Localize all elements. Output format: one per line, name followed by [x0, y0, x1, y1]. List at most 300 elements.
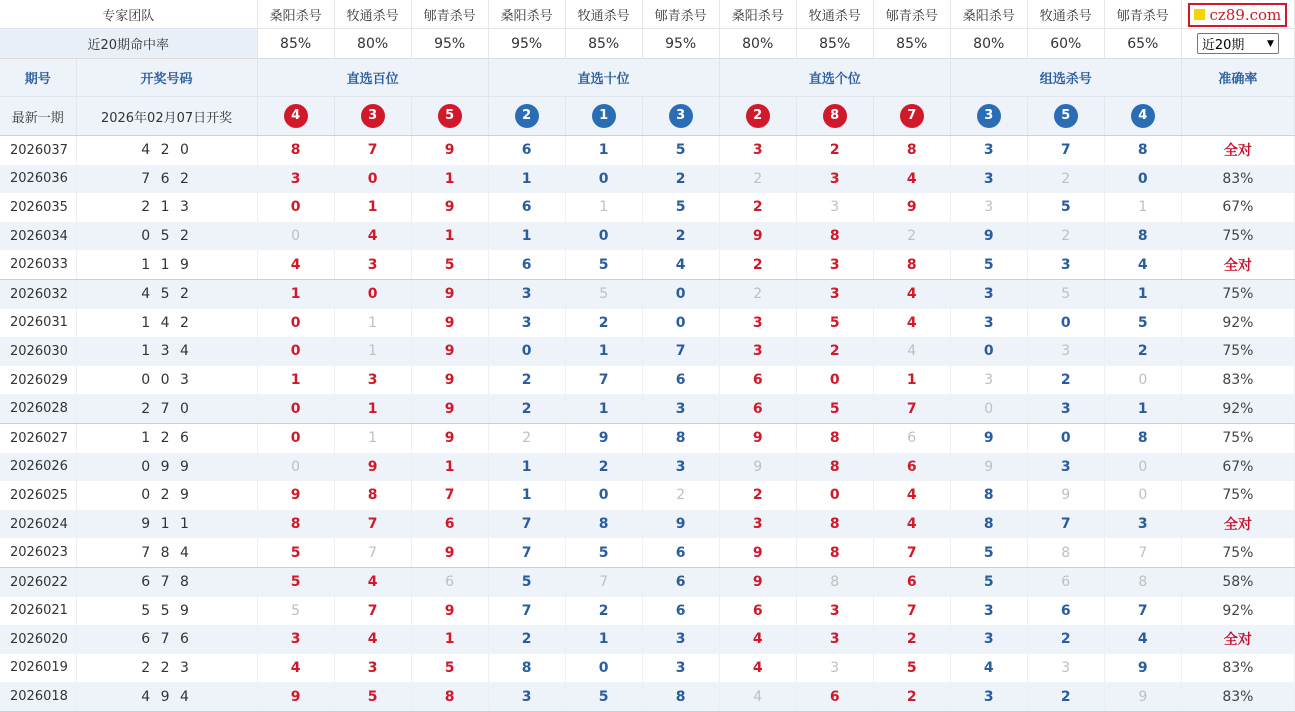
kill-number-cell: 3 — [950, 165, 1027, 194]
hit-rate: 80% — [950, 29, 1027, 59]
table-row — [0, 453, 1295, 482]
kill-number-cell: 5 — [565, 279, 642, 308]
kill-number-cell: 0 — [642, 279, 719, 308]
kill-number-cell: 3 — [950, 279, 1027, 308]
kill-number-cell: 7 — [565, 366, 642, 395]
draw-number: 0 9 9 — [76, 453, 257, 482]
kill-number-cell: 7 — [642, 337, 719, 366]
kill-number-cell: 4 — [719, 682, 796, 711]
kill-number-cell: 7 — [334, 538, 411, 567]
hit-rate: 95% — [411, 29, 488, 59]
hit-rate-label: 近20期命中率 — [0, 29, 257, 59]
kill-number-cell: 0 — [1104, 366, 1181, 395]
kill-number-cell: 9 — [334, 453, 411, 482]
kill-number-cell: 9 — [411, 136, 488, 165]
chevron-down-icon: ▼ — [1266, 38, 1274, 49]
latest-ball: 2 — [515, 104, 539, 128]
kill-number-cell: 0 — [950, 337, 1027, 366]
accuracy-cell: 75% — [1181, 481, 1294, 510]
kill-number-cell: 2 — [873, 682, 950, 711]
kill-number-cell: 1 — [1104, 394, 1181, 423]
latest-ball-cell — [796, 97, 873, 136]
draw-number: 0 5 2 — [76, 222, 257, 251]
kill-number-cell: 0 — [257, 337, 334, 366]
issue-number: 2026030 — [0, 337, 76, 366]
kill-number-cell: 3 — [950, 366, 1027, 395]
table-row — [0, 279, 1295, 308]
accuracy-cell: 92% — [1181, 394, 1294, 423]
issue-header: 期号 — [0, 59, 76, 97]
kill-number-cell: 6 — [1027, 597, 1104, 626]
expert-name: 牧通杀号 — [565, 0, 642, 29]
latest-accuracy-empty — [1181, 97, 1294, 136]
kill-number-cell: 2 — [1027, 682, 1104, 711]
kill-number-cell: 0 — [565, 222, 642, 251]
kill-number-cell: 6 — [488, 250, 565, 279]
accuracy-cell: 全对 — [1181, 625, 1294, 654]
kill-number-cell: 8 — [1104, 423, 1181, 452]
kill-number-cell: 0 — [565, 165, 642, 194]
kill-number-cell: 0 — [257, 423, 334, 452]
group-header-group-kill: 组选杀号 — [950, 59, 1181, 97]
table-row — [0, 309, 1295, 338]
latest-ball: 1 — [592, 104, 616, 128]
kill-number-cell: 0 — [950, 394, 1027, 423]
group-header-units: 直选个位 — [719, 59, 950, 97]
kill-number-cell: 7 — [488, 597, 565, 626]
kill-number-cell: 2 — [1027, 222, 1104, 251]
kill-number-cell: 3 — [488, 682, 565, 711]
table-row — [0, 394, 1295, 423]
kill-number-cell: 6 — [411, 510, 488, 539]
kill-number-cell: 8 — [1027, 538, 1104, 567]
issue-number: 2026023 — [0, 538, 76, 567]
kill-number-cell: 7 — [488, 538, 565, 567]
draw-number: 1 2 6 — [76, 423, 257, 452]
hit-rate: 65% — [1104, 29, 1181, 59]
table-row — [0, 136, 1295, 165]
kill-number-cell: 1 — [1104, 279, 1181, 308]
kill-number-cell: 8 — [796, 510, 873, 539]
kill-number-cell: 5 — [950, 250, 1027, 279]
latest-ball-cell — [1104, 97, 1181, 136]
kill-number-cell: 3 — [796, 625, 873, 654]
kill-number-cell: 7 — [1027, 510, 1104, 539]
kill-number-cell: 6 — [642, 567, 719, 596]
kill-number-cell: 2 — [1027, 366, 1104, 395]
hit-rate: 95% — [642, 29, 719, 59]
kill-number-cell: 6 — [1027, 567, 1104, 596]
kill-number-cell: 3 — [257, 625, 334, 654]
kill-number-cell: 4 — [873, 510, 950, 539]
expert-name: 牧通杀号 — [796, 0, 873, 29]
kill-number-cell: 4 — [642, 250, 719, 279]
table-row — [0, 538, 1295, 567]
kill-number-cell: 9 — [719, 423, 796, 452]
kill-number-cell: 0 — [565, 654, 642, 683]
group-header-tens: 直选十位 — [488, 59, 719, 97]
issue-number: 2026018 — [0, 682, 76, 711]
kill-number-cell: 2 — [488, 423, 565, 452]
kill-number-cell: 6 — [411, 567, 488, 596]
kill-number-cell: 2 — [719, 481, 796, 510]
kill-number-cell: 3 — [1027, 394, 1104, 423]
latest-ball-cell — [1027, 97, 1104, 136]
kill-number-cell: 7 — [873, 597, 950, 626]
kill-number-cell: 6 — [642, 538, 719, 567]
hit-rate: 85% — [565, 29, 642, 59]
table-row — [0, 423, 1295, 452]
hit-rate: 95% — [488, 29, 565, 59]
kill-number-cell: 5 — [411, 654, 488, 683]
issue-number: 2026021 — [0, 597, 76, 626]
kill-number-cell: 6 — [796, 682, 873, 711]
site-logo[interactable] — [1188, 3, 1287, 27]
kill-number-cell: 3 — [950, 597, 1027, 626]
kill-number-cell: 3 — [642, 654, 719, 683]
kill-number-cell: 9 — [1104, 654, 1181, 683]
kill-number-cell: 5 — [257, 538, 334, 567]
kill-number-cell: 2 — [719, 279, 796, 308]
kill-number-cell: 8 — [488, 654, 565, 683]
kill-number-cell: 3 — [642, 453, 719, 482]
expert-name: 郇青杀号 — [642, 0, 719, 29]
draw-number: 1 3 4 — [76, 337, 257, 366]
hit-rate-row — [0, 29, 1295, 59]
latest-ball: 3 — [669, 104, 693, 128]
issue-number: 2026019 — [0, 654, 76, 683]
kill-number-cell: 2 — [796, 337, 873, 366]
kill-number-cell: 3 — [334, 250, 411, 279]
kill-number-cell: 7 — [334, 597, 411, 626]
kill-number-cell: 0 — [1027, 309, 1104, 338]
kill-number-cell: 3 — [950, 309, 1027, 338]
issue-number: 2026034 — [0, 222, 76, 251]
kill-number-cell: 3 — [488, 309, 565, 338]
accuracy-cell: 75% — [1181, 222, 1294, 251]
kill-number-cell: 5 — [411, 250, 488, 279]
accuracy-cell: 92% — [1181, 309, 1294, 338]
latest-ball-cell — [488, 97, 565, 136]
kill-number-cell: 3 — [719, 337, 796, 366]
kill-number-cell: 7 — [1027, 136, 1104, 165]
kill-number-cell: 9 — [719, 567, 796, 596]
kill-number-cell: 0 — [257, 394, 334, 423]
kill-number-cell: 1 — [411, 453, 488, 482]
hit-rate: 85% — [257, 29, 334, 59]
kill-number-cell: 8 — [796, 538, 873, 567]
kill-number-cell: 7 — [1104, 538, 1181, 567]
latest-ball: 4 — [284, 104, 308, 128]
accuracy-cell: 83% — [1181, 654, 1294, 683]
draw-number: 6 7 8 — [76, 567, 257, 596]
kill-number-cell: 5 — [565, 538, 642, 567]
kill-number-cell: 1 — [565, 136, 642, 165]
kill-number-cell: 8 — [873, 136, 950, 165]
kill-number-cell: 4 — [334, 222, 411, 251]
draw-number: 7 6 2 — [76, 165, 257, 194]
kill-number-cell: 5 — [1027, 279, 1104, 308]
kill-number-cell: 0 — [257, 309, 334, 338]
kill-number-cell: 5 — [334, 682, 411, 711]
kill-number-cell: 9 — [411, 423, 488, 452]
draw-number: 4 9 4 — [76, 682, 257, 711]
kill-number-cell: 8 — [796, 453, 873, 482]
kill-number-cell: 9 — [257, 481, 334, 510]
draw-number: 4 2 0 — [76, 136, 257, 165]
kill-number-cell: 3 — [334, 366, 411, 395]
kill-number-cell: 4 — [873, 481, 950, 510]
kill-number-cell: 6 — [719, 394, 796, 423]
kill-number-cell: 6 — [642, 597, 719, 626]
kill-number-cell: 0 — [257, 453, 334, 482]
kill-number-cell: 5 — [1027, 193, 1104, 222]
expert-name: 桑阳杀号 — [719, 0, 796, 29]
kill-number-cell: 1 — [257, 279, 334, 308]
draw-number: 1 1 9 — [76, 250, 257, 279]
hit-rate: 80% — [334, 29, 411, 59]
kill-number-cell: 3 — [642, 394, 719, 423]
kill-number-cell: 2 — [1104, 337, 1181, 366]
kill-number-cell: 7 — [1104, 597, 1181, 626]
issue-number: 2026025 — [0, 481, 76, 510]
expert-name: 桑阳杀号 — [488, 0, 565, 29]
kill-number-cell: 7 — [873, 394, 950, 423]
latest-ball: 3 — [977, 104, 1001, 128]
kill-number-cell: 2 — [873, 222, 950, 251]
table-row — [0, 193, 1295, 222]
period-select[interactable] — [1197, 33, 1279, 54]
kill-number-cell: 6 — [873, 567, 950, 596]
accuracy-cell: 全对 — [1181, 510, 1294, 539]
kill-number-cell: 9 — [411, 337, 488, 366]
kill-number-cell: 0 — [1104, 165, 1181, 194]
kill-number-cell: 2 — [565, 309, 642, 338]
kill-number-cell: 0 — [1104, 453, 1181, 482]
kill-number-cell: 9 — [719, 453, 796, 482]
kill-number-cell: 1 — [257, 366, 334, 395]
kill-number-cell: 9 — [719, 538, 796, 567]
latest-ball-cell — [719, 97, 796, 136]
kill-number-cell: 2 — [719, 165, 796, 194]
kill-number-cell: 3 — [719, 136, 796, 165]
draw-number: 9 1 1 — [76, 510, 257, 539]
latest-ball: 8 — [823, 104, 847, 128]
kill-number-cell: 1 — [488, 222, 565, 251]
accuracy-header: 准确率 — [1181, 59, 1294, 97]
table-row — [0, 510, 1295, 539]
kill-number-cell: 1 — [411, 165, 488, 194]
accuracy-cell: 75% — [1181, 423, 1294, 452]
latest-date: 2026年02月07日开奖 — [76, 97, 257, 136]
kill-number-cell: 3 — [1027, 453, 1104, 482]
kill-number-cell: 3 — [950, 682, 1027, 711]
kill-number-cell: 5 — [950, 538, 1027, 567]
kill-number-cell: 9 — [411, 193, 488, 222]
issue-number: 2026024 — [0, 510, 76, 539]
kill-number-cell: 1 — [334, 337, 411, 366]
expert-name: 牧通杀号 — [1027, 0, 1104, 29]
kill-number-cell: 9 — [565, 423, 642, 452]
kill-number-cell: 1 — [565, 337, 642, 366]
kill-number-cell: 2 — [488, 625, 565, 654]
accuracy-cell: 全对 — [1181, 136, 1294, 165]
issue-number: 2026026 — [0, 453, 76, 482]
kill-number-cell: 8 — [257, 136, 334, 165]
kill-number-cell: 2 — [873, 625, 950, 654]
issue-number: 2026037 — [0, 136, 76, 165]
issue-number: 2026032 — [0, 279, 76, 308]
kill-number-cell: 9 — [257, 682, 334, 711]
table-row — [0, 250, 1295, 279]
kill-number-cell: 2 — [1027, 625, 1104, 654]
kill-number-cell: 9 — [950, 423, 1027, 452]
latest-ball: 5 — [1054, 104, 1078, 128]
kill-number-cell: 5 — [796, 394, 873, 423]
team-label: 专家团队 — [0, 0, 257, 29]
expert-name: 桑阳杀号 — [950, 0, 1027, 29]
kill-number-cell: 9 — [950, 222, 1027, 251]
expert-name: 桑阳杀号 — [257, 0, 334, 29]
kill-number-cell: 2 — [719, 250, 796, 279]
kill-number-cell: 3 — [796, 654, 873, 683]
group-header-hundreds: 直选百位 — [257, 59, 488, 97]
kill-number-cell: 0 — [796, 481, 873, 510]
kill-number-cell: 1 — [565, 193, 642, 222]
kill-number-cell: 0 — [565, 481, 642, 510]
kill-number-cell: 1 — [334, 193, 411, 222]
latest-ball-cell — [334, 97, 411, 136]
kill-number-cell: 3 — [950, 193, 1027, 222]
kill-number-cell: 5 — [257, 597, 334, 626]
kill-number-cell: 9 — [411, 597, 488, 626]
period-select-value: 近20期 — [1201, 38, 1245, 53]
kill-number-cell: 5 — [1104, 309, 1181, 338]
kill-number-cell: 3 — [950, 625, 1027, 654]
kill-number-cell: 7 — [334, 510, 411, 539]
expert-name: 牧通杀号 — [334, 0, 411, 29]
table-row — [0, 682, 1295, 711]
kill-number-cell: 0 — [257, 222, 334, 251]
kill-number-cell: 3 — [796, 597, 873, 626]
kill-number-cell: 4 — [873, 279, 950, 308]
kill-number-cell: 4 — [334, 567, 411, 596]
kill-number-cell: 3 — [1027, 654, 1104, 683]
kill-number-cell: 6 — [719, 366, 796, 395]
kill-number-cell: 2 — [642, 481, 719, 510]
kill-number-cell: 5 — [642, 193, 719, 222]
accuracy-cell: 75% — [1181, 279, 1294, 308]
latest-ball-cell — [873, 97, 950, 136]
kill-number-cell: 7 — [565, 567, 642, 596]
kill-number-cell: 8 — [950, 510, 1027, 539]
kill-number-cell: 5 — [873, 654, 950, 683]
logo-cell — [1181, 0, 1294, 29]
kill-number-cell: 8 — [1104, 222, 1181, 251]
kill-number-cell: 4 — [719, 654, 796, 683]
table-row — [0, 481, 1295, 510]
issue-number: 2026029 — [0, 366, 76, 395]
kill-number-cell: 8 — [796, 567, 873, 596]
kill-number-cell: 8 — [642, 423, 719, 452]
table-row — [0, 597, 1295, 626]
kill-number-cell: 0 — [488, 337, 565, 366]
kill-number-cell: 6 — [719, 597, 796, 626]
kill-number-cell: 9 — [411, 366, 488, 395]
accuracy-cell: 全对 — [1181, 250, 1294, 279]
kill-number-cell: 3 — [1027, 250, 1104, 279]
kill-number-cell: 8 — [1104, 567, 1181, 596]
hit-rate: 80% — [719, 29, 796, 59]
kill-number-cell: 8 — [950, 481, 1027, 510]
issue-number: 2026031 — [0, 309, 76, 338]
kill-number-cell: 1 — [488, 481, 565, 510]
latest-ball: 3 — [361, 104, 385, 128]
hit-rate: 85% — [873, 29, 950, 59]
kill-number-cell: 3 — [796, 193, 873, 222]
draw-number: 4 5 2 — [76, 279, 257, 308]
kill-number-cell: 7 — [873, 538, 950, 567]
draw-header: 开奖号码 — [76, 59, 257, 97]
logo-square-icon — [1194, 9, 1205, 20]
latest-ball-cell — [565, 97, 642, 136]
kill-number-cell: 3 — [1104, 510, 1181, 539]
issue-number: 2026033 — [0, 250, 76, 279]
kill-number-cell: 0 — [1027, 423, 1104, 452]
kill-number-cell: 2 — [796, 136, 873, 165]
latest-ball: 4 — [1131, 104, 1155, 128]
kill-number-cell: 6 — [642, 366, 719, 395]
draw-number: 7 8 4 — [76, 538, 257, 567]
accuracy-cell: 58% — [1181, 567, 1294, 596]
kill-number-cell: 4 — [950, 654, 1027, 683]
kill-number-cell: 3 — [488, 279, 565, 308]
column-header-row — [0, 59, 1295, 97]
kill-number-cell: 1 — [334, 394, 411, 423]
table-row — [0, 222, 1295, 251]
kill-number-cell: 2 — [1027, 165, 1104, 194]
accuracy-cell: 75% — [1181, 538, 1294, 567]
draw-number: 0 2 9 — [76, 481, 257, 510]
accuracy-cell: 67% — [1181, 453, 1294, 482]
kill-number-cell: 1 — [334, 309, 411, 338]
draw-number: 2 7 0 — [76, 394, 257, 423]
latest-ball: 5 — [438, 104, 462, 128]
kill-number-cell: 9 — [719, 222, 796, 251]
kill-number-cell: 3 — [796, 165, 873, 194]
latest-ball-cell — [950, 97, 1027, 136]
kill-number-cell: 3 — [796, 279, 873, 308]
kill-number-cell: 1 — [334, 423, 411, 452]
kill-number-cell: 1 — [1104, 193, 1181, 222]
kill-number-cell: 4 — [873, 309, 950, 338]
kill-number-cell: 0 — [796, 366, 873, 395]
kill-number-cell: 8 — [565, 510, 642, 539]
kill-number-cell: 3 — [642, 625, 719, 654]
kill-number-cell: 2 — [565, 597, 642, 626]
kill-number-cell: 2 — [642, 222, 719, 251]
kill-number-cell: 9 — [411, 538, 488, 567]
kill-number-cell: 3 — [719, 510, 796, 539]
accuracy-cell: 83% — [1181, 366, 1294, 395]
kill-number-cell: 8 — [1104, 136, 1181, 165]
kill-number-cell: 3 — [1027, 337, 1104, 366]
kill-number-cell: 4 — [334, 625, 411, 654]
issue-number: 2026036 — [0, 165, 76, 194]
kill-number-cell: 9 — [950, 453, 1027, 482]
kill-number-cell: 6 — [488, 136, 565, 165]
kill-number-cell: 0 — [642, 309, 719, 338]
